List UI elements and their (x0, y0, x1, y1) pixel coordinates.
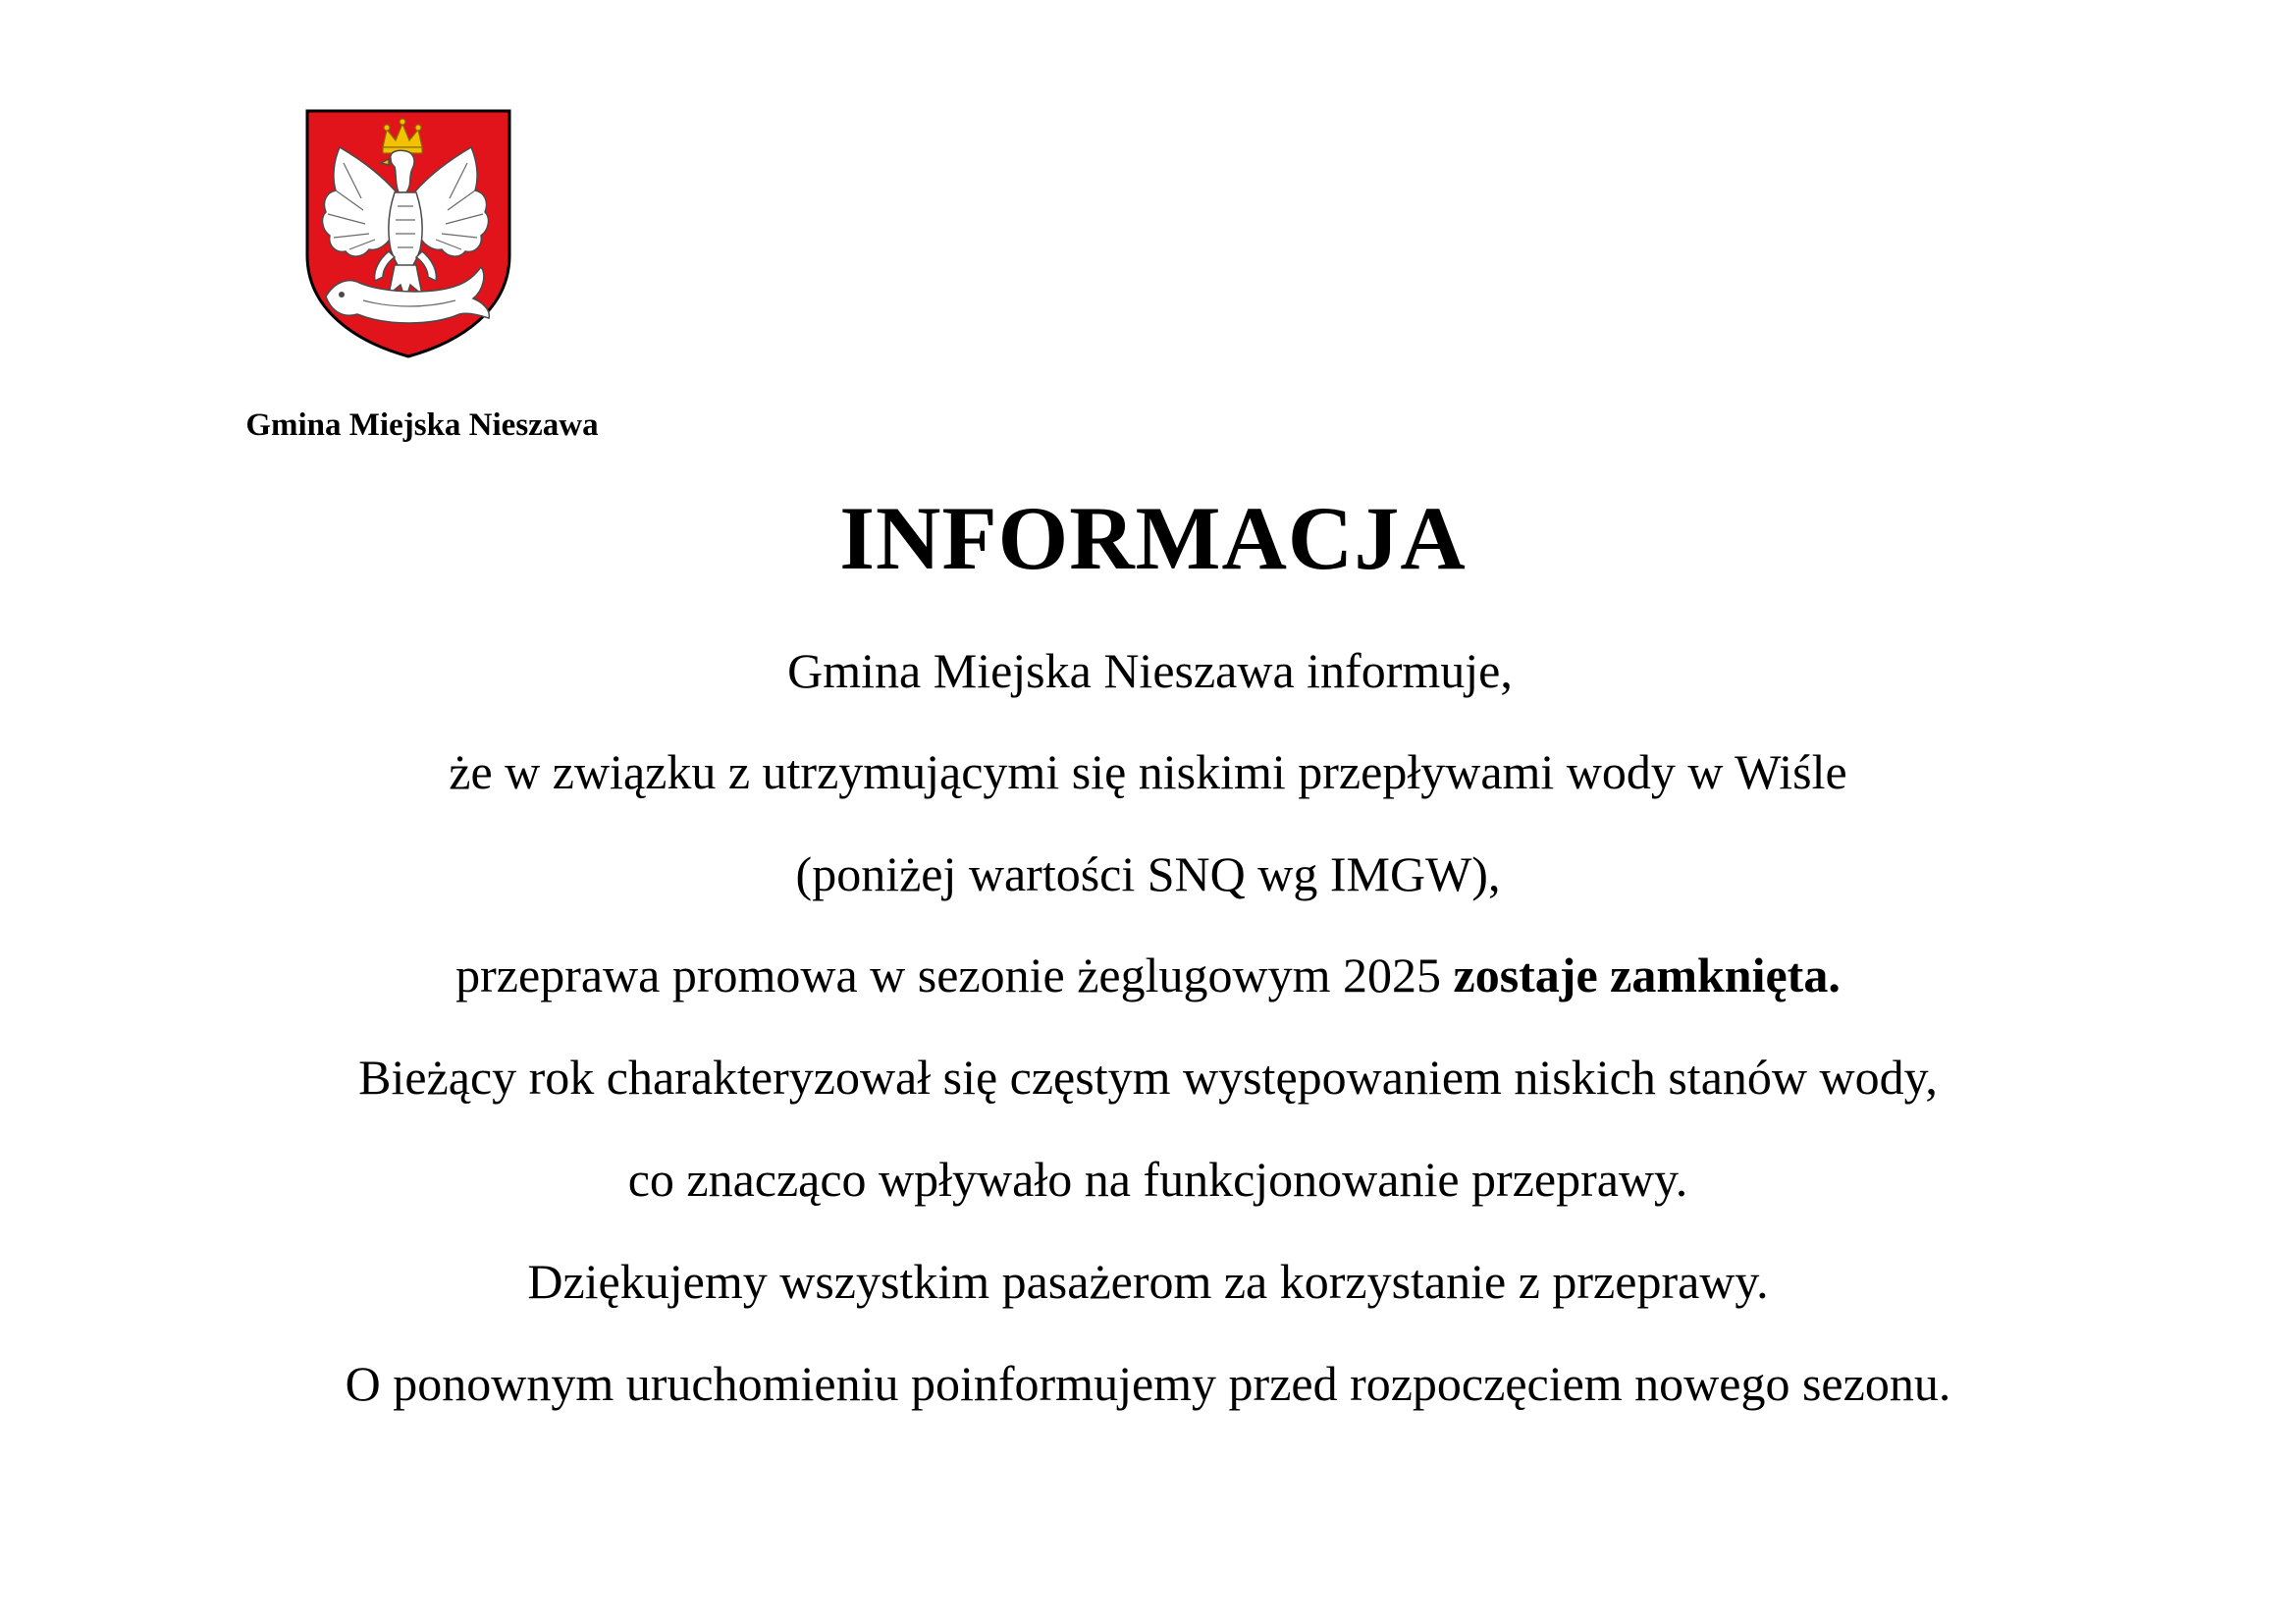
body-line-4 (0, 944, 2296, 1006)
organization-name: Gmina Miejska Nieszawa (245, 407, 599, 443)
body-line-5: Bieżący rok charakteryzował się częstym występowaniem niskich stanów wody, (358, 1050, 1938, 1105)
closure-emphasis: zostaje zamknięta. (1453, 947, 1841, 1002)
body-line-4-text: przeprawa promowa w sezonie żeglugowym 2025 (455, 947, 1454, 1002)
body-line-8: O ponownym uruchomieniu poinformujemy przed rozpoczęciem nowego sezonu. (345, 1356, 1951, 1411)
body-line-3: (poniżej wartości SNQ wg IMGW), (795, 846, 1501, 901)
body-line-1: Gmina Miejska Nieszawa informuje, (787, 643, 1513, 698)
body-line-2: że w związku z utrzymującymi się niskimi przepływami wody w Wiśle (449, 744, 1847, 799)
coat-of-arms-icon (304, 108, 512, 359)
document-title: INFORMACJA (839, 488, 1467, 588)
body-line-7: Dziękujemy wszystkim pasażerom za korzystanie z przeprawy. (527, 1254, 1769, 1309)
body-line-6: co znacząco wpływało na funkcjonowanie przeprawy. (627, 1152, 1688, 1207)
